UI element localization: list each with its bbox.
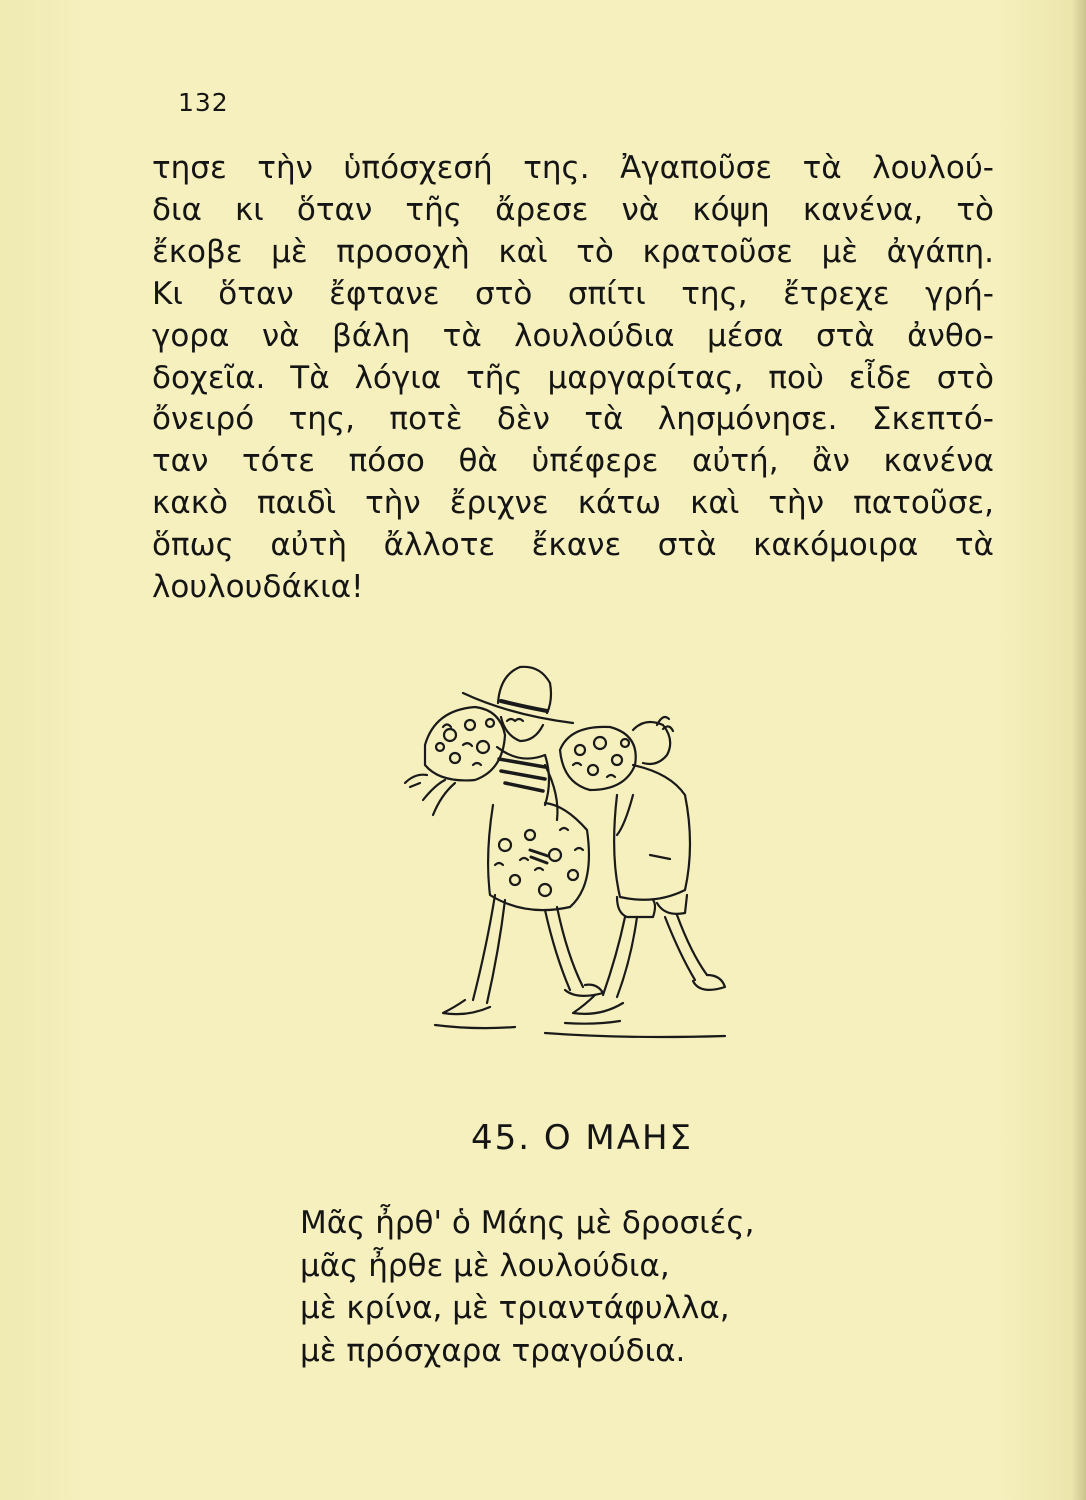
prose-line: Κι ὅταν ἔφτανε στὸ σπίτι της, ἔτρεχε γρή- bbox=[152, 275, 994, 312]
prose-line: δοχεῖα. Τὰ λόγια τῆς μαργαρίτας, ποὺ εἶδε στὸ bbox=[152, 359, 994, 396]
story-paragraph bbox=[152, 148, 994, 609]
poem-line: Μᾶς ἦρθ' ὁ Μάης μὲ δροσιές, bbox=[300, 1205, 755, 1241]
prose-line: ὄνειρό της, ποτὲ δὲν τὰ λησμόνησε. Σκεπτό- bbox=[152, 401, 994, 438]
prose-line: γορα νὰ βάλη τὰ λουλούδια μέσα στὰ ἀνθο- bbox=[152, 317, 994, 354]
poem-stanza bbox=[300, 1202, 754, 1372]
prose-line: λουλουδάκια! bbox=[152, 569, 364, 606]
poem-line: μὲ κρίνα, μὲ τριαντάφυλλα, bbox=[300, 1290, 730, 1326]
poem-line: μᾶς ἦρθε μὲ λουλούδια, bbox=[300, 1247, 670, 1284]
poem-line: μὲ πρόσχαρα τραγούδια. bbox=[300, 1332, 686, 1369]
prose-line: ταν τότε πόσο θὰ ὑπέφερε αὐτή, ἂν κανένα bbox=[152, 443, 994, 480]
prose-line: τησε τὴν ὑπόσχεσή της. Ἀγαποῦσε τὰ λουλού- bbox=[152, 150, 994, 186]
page-edge-shadow bbox=[1072, 0, 1086, 1500]
prose-line: ὅπως αὐτὴ ἄλλοτε ἔκανε στὰ κακόμοιρα τὰ bbox=[152, 527, 994, 564]
prose-line: δια κι ὅταν τῆς ἄρεσε νὰ κόψη κανένα, τὸ bbox=[152, 191, 994, 228]
children-with-flowers-illustration bbox=[395, 655, 755, 1045]
prose-line: ἔκοβε μὲ προσοχὴ καὶ τὸ κρατοῦσε μὲ ἀγάπη. bbox=[152, 233, 994, 270]
prose-line: κακὸ παιδὶ τὴν ἔριχνε κάτω καὶ τὴν πατοῦσε, bbox=[152, 485, 994, 522]
page-number: 132 bbox=[178, 88, 229, 117]
poem-title: 45. Ο ΜΑΗΣ bbox=[470, 1118, 694, 1158]
